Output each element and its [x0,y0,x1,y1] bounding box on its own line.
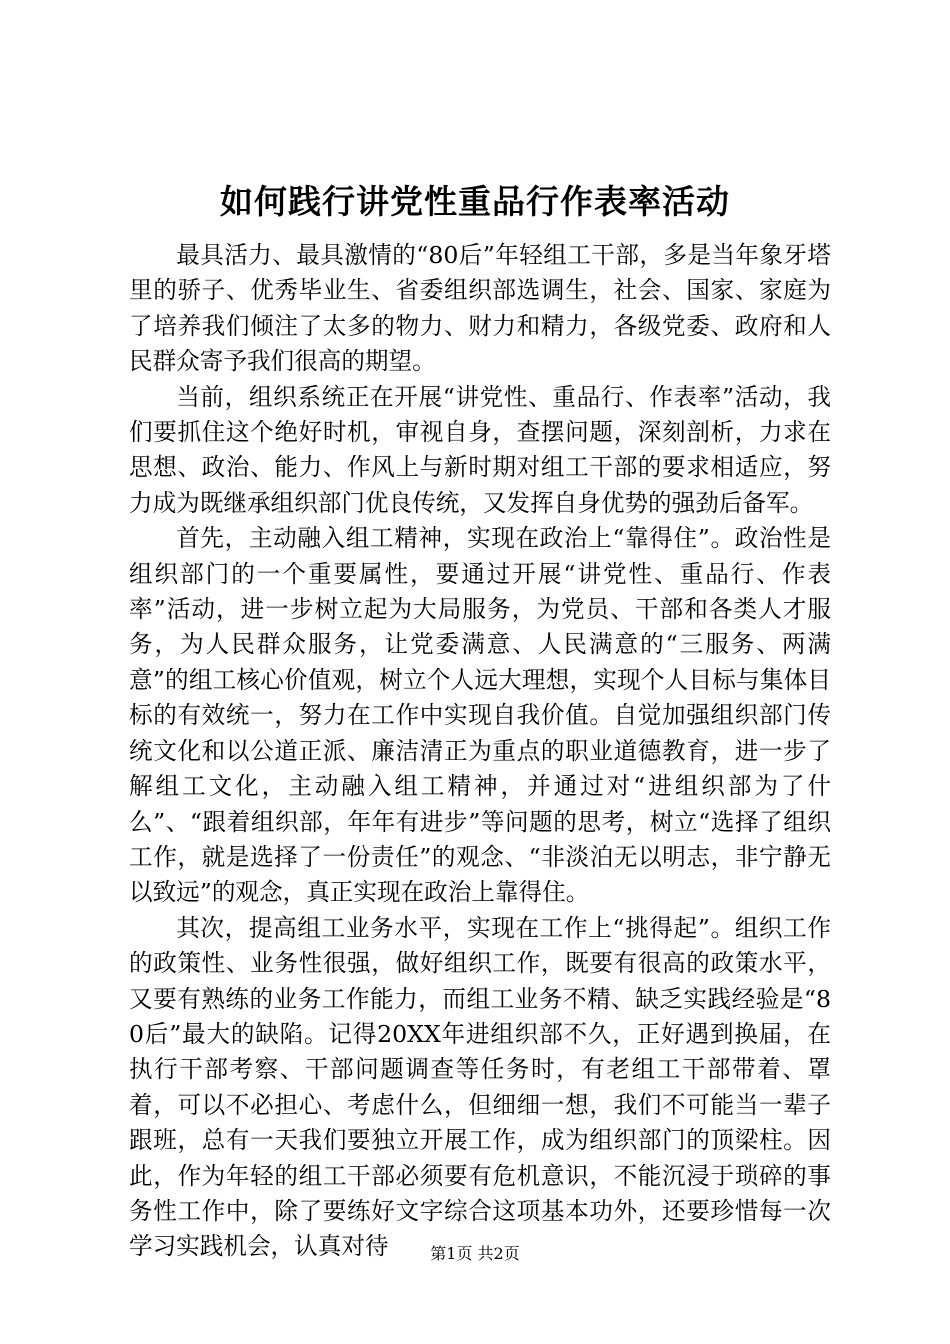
paragraph-4: 其次，提高组工业务水平，实现在工作上“挑得起”。组织工作的政策性、业务性很强，做好组织工作，既要有很高的政策水平，又要有熟练的业务工作能力，而组工业务不精、缺乏实践经验是“80后”最大的缺陷。记得20XX年进组织部不久，正好遇到换届，在执行干部考察、干部问题调查等任务时，有老组工干部带着、罩着，可以不必担心、考虑什么，但细细一想，我们不可能当一辈子跟班，总有一天我们要独立开展工作，成为组织部门的顶梁柱。因此，作为年轻的组工干部必须要有危机意识，不能沉浸于琐碎的事务性工作中，除了要练好文字综合这项基本功外，还要珍惜每一次学习实践机会，认真对待 [129,913,831,1261]
paragraph-1: 最具活力、最具激情的“80后”年轻组工干部，多是当年象牙塔里的骄子、优秀毕业生、省委组织部选调生，社会、国家、家庭为了培养我们倾注了太多的物力、财力和精力，各级党委、政府和人民群众寄予我们很高的期望。 [129,241,831,376]
document-body [129,238,831,1265]
paragraph-3: 首先，主动融入组工精神，实现在政治上“靠得住”。政治性是组织部门的一个重要属性，要通过开展“讲党性、重品行、作表率”活动，进一步树立起为大局服务，为党员、干部和各类人才服务，为人民群众服务，让党委满意、人民满意的“三服务、两满意”的组工核心价值观，树立个人远大理想，实现个人目标与集体目标的有效统一，努力在工作中实现自我价值。自觉加强组织部门传统文化和以公道正派、廉洁清正为重点的职业道德教育，进一步了解组工文化，主动融入组工精神，并通过对“进组织部为了什么”、“跟着组织部，年年有进步”等问题的思考，树立“选择了组织工作，就是选择了一份责任”的观念、“非淡泊无以明志，非宁静无以致远”的观念，真正实现在政治上靠得住。 [129,524,831,907]
paragraph-2: 当前，组织系统正在开展“讲党性、重品行、作表率”活动，我们要抓住这个绝好时机，审视自身，查摆问题，深刻剖析，力求在思想、政治、能力、作风上与新时期对组工干部的要求相适应，努力成为既继承组织部门优良传统，又发挥自身优势的强劲后备军。 [129,382,831,517]
page-number-footer: 第1页 共2页 [430,1244,520,1263]
document-title: 如何践行讲党性重品行作表率活动 [220,182,730,221]
